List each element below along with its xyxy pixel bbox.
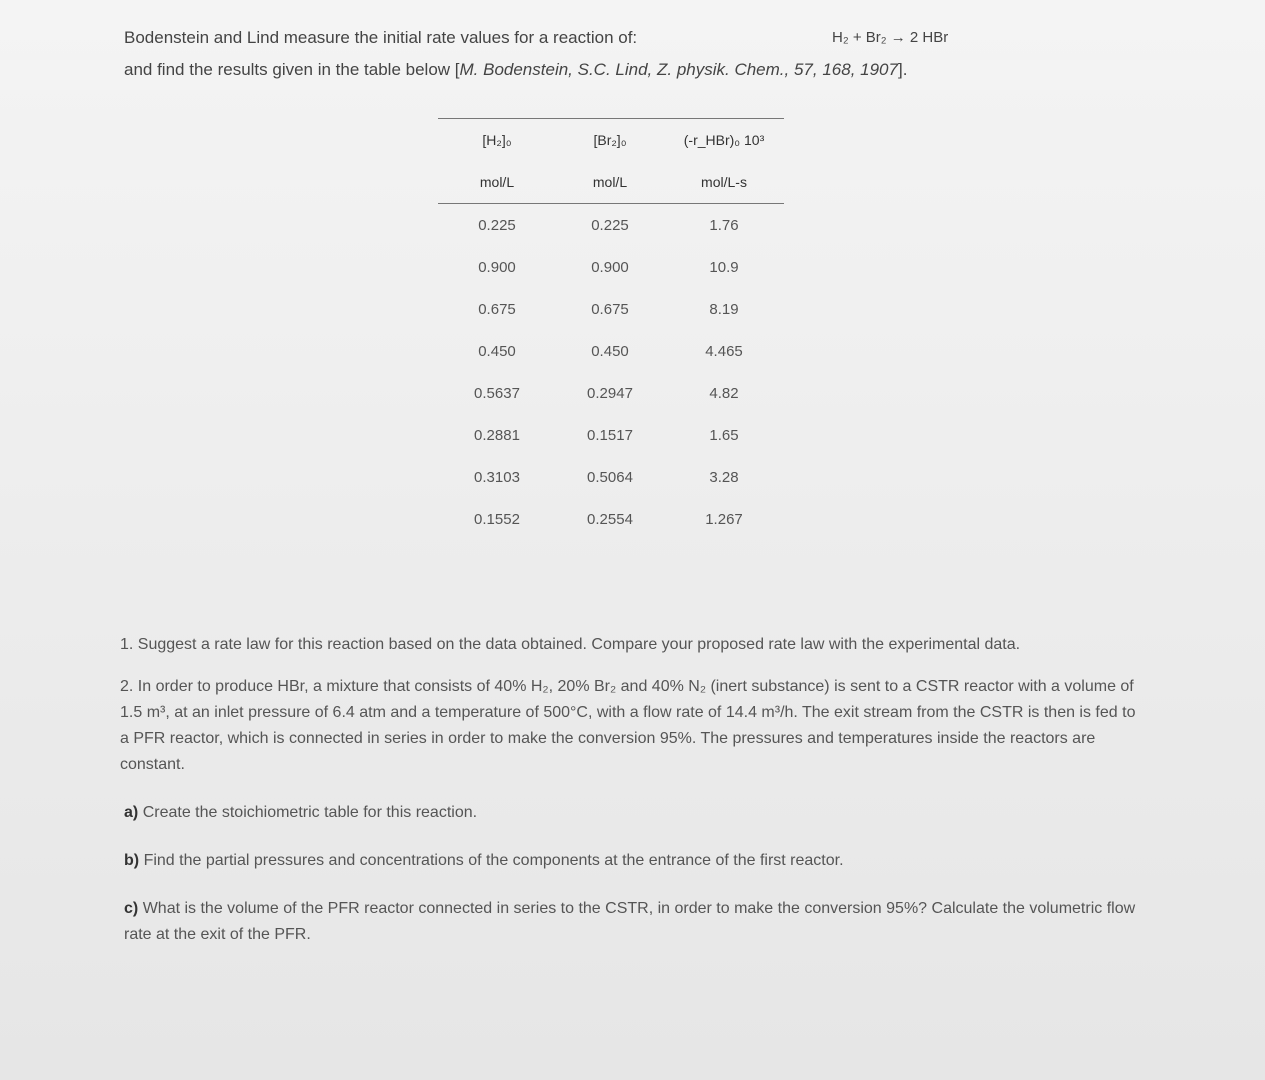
cell-br2: 0.2554: [587, 510, 633, 528]
table-row: [438, 414, 784, 456]
table-body: [438, 204, 784, 540]
cell-br2: 0.5064: [587, 468, 633, 486]
question-2c-text: What is the volume of the PFR reactor connected in series to the CSTR, in order to make the conversion 95%? Calculate the volumetric flow rate at the exit of the PFR.: [124, 900, 1136, 943]
cell-br2: 0.225: [591, 216, 629, 234]
intro-line-2-end: ].: [897, 60, 908, 79]
table-unit-row: [438, 161, 784, 203]
intro: [124, 22, 1144, 86]
intro-line-2: [124, 54, 1144, 86]
cell-rate: 10.9: [709, 258, 739, 276]
header-h2: [H₂]₀: [482, 132, 512, 148]
question-2a-label: a): [124, 804, 139, 821]
cell-h2: 0.2881: [474, 426, 520, 444]
question-2b: [124, 848, 1140, 874]
question-2a: [124, 800, 1140, 826]
header-br2: [Br₂]₀: [593, 132, 627, 148]
questions: [120, 632, 1140, 970]
table-row: [438, 246, 784, 288]
cell-rate: 1.267: [705, 510, 743, 528]
cell-rate: 8.19: [709, 300, 739, 318]
reference-citation: M. Bodenstein, S.C. Lind, Z. physik. Chem., 57, 168, 1907: [459, 60, 898, 79]
question-2a-text: Create the stoichiometric table for this reaction.: [142, 804, 478, 821]
question-2: 2. In order to produce HBr, a mixture that consists of 40% H₂, 20% Br₂ and 40% N₂ (inert substance) is sent to a CSTR reactor with a volume of 1.5 m³, at an inlet pressure of 6.4 atm and a temperature of 500°C, with a flow rate of 14.4 m³/h. The exit stream from the CSTR is then is fed to a PFR reactor, which is connected in series in order to make the conversion 95%. The pressures and temperatures inside the reactors are constant.: [120, 678, 1136, 773]
cell-rate: 1.76: [709, 216, 739, 234]
cell-rate: 3.28: [709, 468, 739, 486]
table-row: [438, 456, 784, 498]
cell-rate: 4.82: [709, 384, 739, 402]
cell-h2: 0.675: [478, 300, 516, 318]
table-header-row: [438, 119, 784, 161]
cell-h2: 0.225: [478, 216, 516, 234]
question-1: 1. Suggest a rate law for this reaction based on the data obtained. Compare your proposed rate law with the experimental data.: [120, 636, 1021, 653]
rate-data-table: [438, 118, 784, 540]
cell-h2: 0.900: [478, 258, 516, 276]
cell-h2: 0.3103: [474, 468, 520, 486]
cell-h2: 0.1552: [474, 510, 520, 528]
intro-line-1: Bodenstein and Lind measure the initial rate values for a reaction of:: [124, 28, 638, 47]
cell-h2: 0.450: [478, 342, 516, 360]
reaction-equation: H₂ + Br₂ → 2 HBr: [832, 29, 949, 46]
question-2c-label: c): [124, 900, 139, 917]
header-rate: (-r_HBr)₀ 10³: [683, 132, 765, 148]
question-2c: [124, 896, 1140, 948]
cell-h2: 0.5637: [474, 384, 520, 402]
cell-br2: 0.675: [591, 300, 629, 318]
table-row: [438, 204, 784, 246]
table-row: [438, 330, 784, 372]
cell-br2: 0.450: [591, 342, 629, 360]
table-row: [438, 498, 784, 540]
cell-rate: 4.465: [705, 342, 743, 360]
question-2b-label: b): [124, 852, 140, 869]
unit-rate: mol/L-s: [701, 174, 747, 190]
cell-rate: 1.65: [709, 426, 739, 444]
unit-h2: mol/L: [479, 174, 515, 190]
unit-br2: mol/L: [592, 174, 628, 190]
question-2b-text: Find the partial pressures and concentrations of the components at the entrance of the first reactor.: [143, 852, 844, 869]
cell-br2: 0.900: [591, 258, 629, 276]
table-row: [438, 288, 784, 330]
intro-line-2-start: and find the results given in the table below [: [124, 60, 460, 79]
cell-br2: 0.1517: [587, 426, 633, 444]
table-row: [438, 372, 784, 414]
cell-br2: 0.2947: [587, 384, 633, 402]
